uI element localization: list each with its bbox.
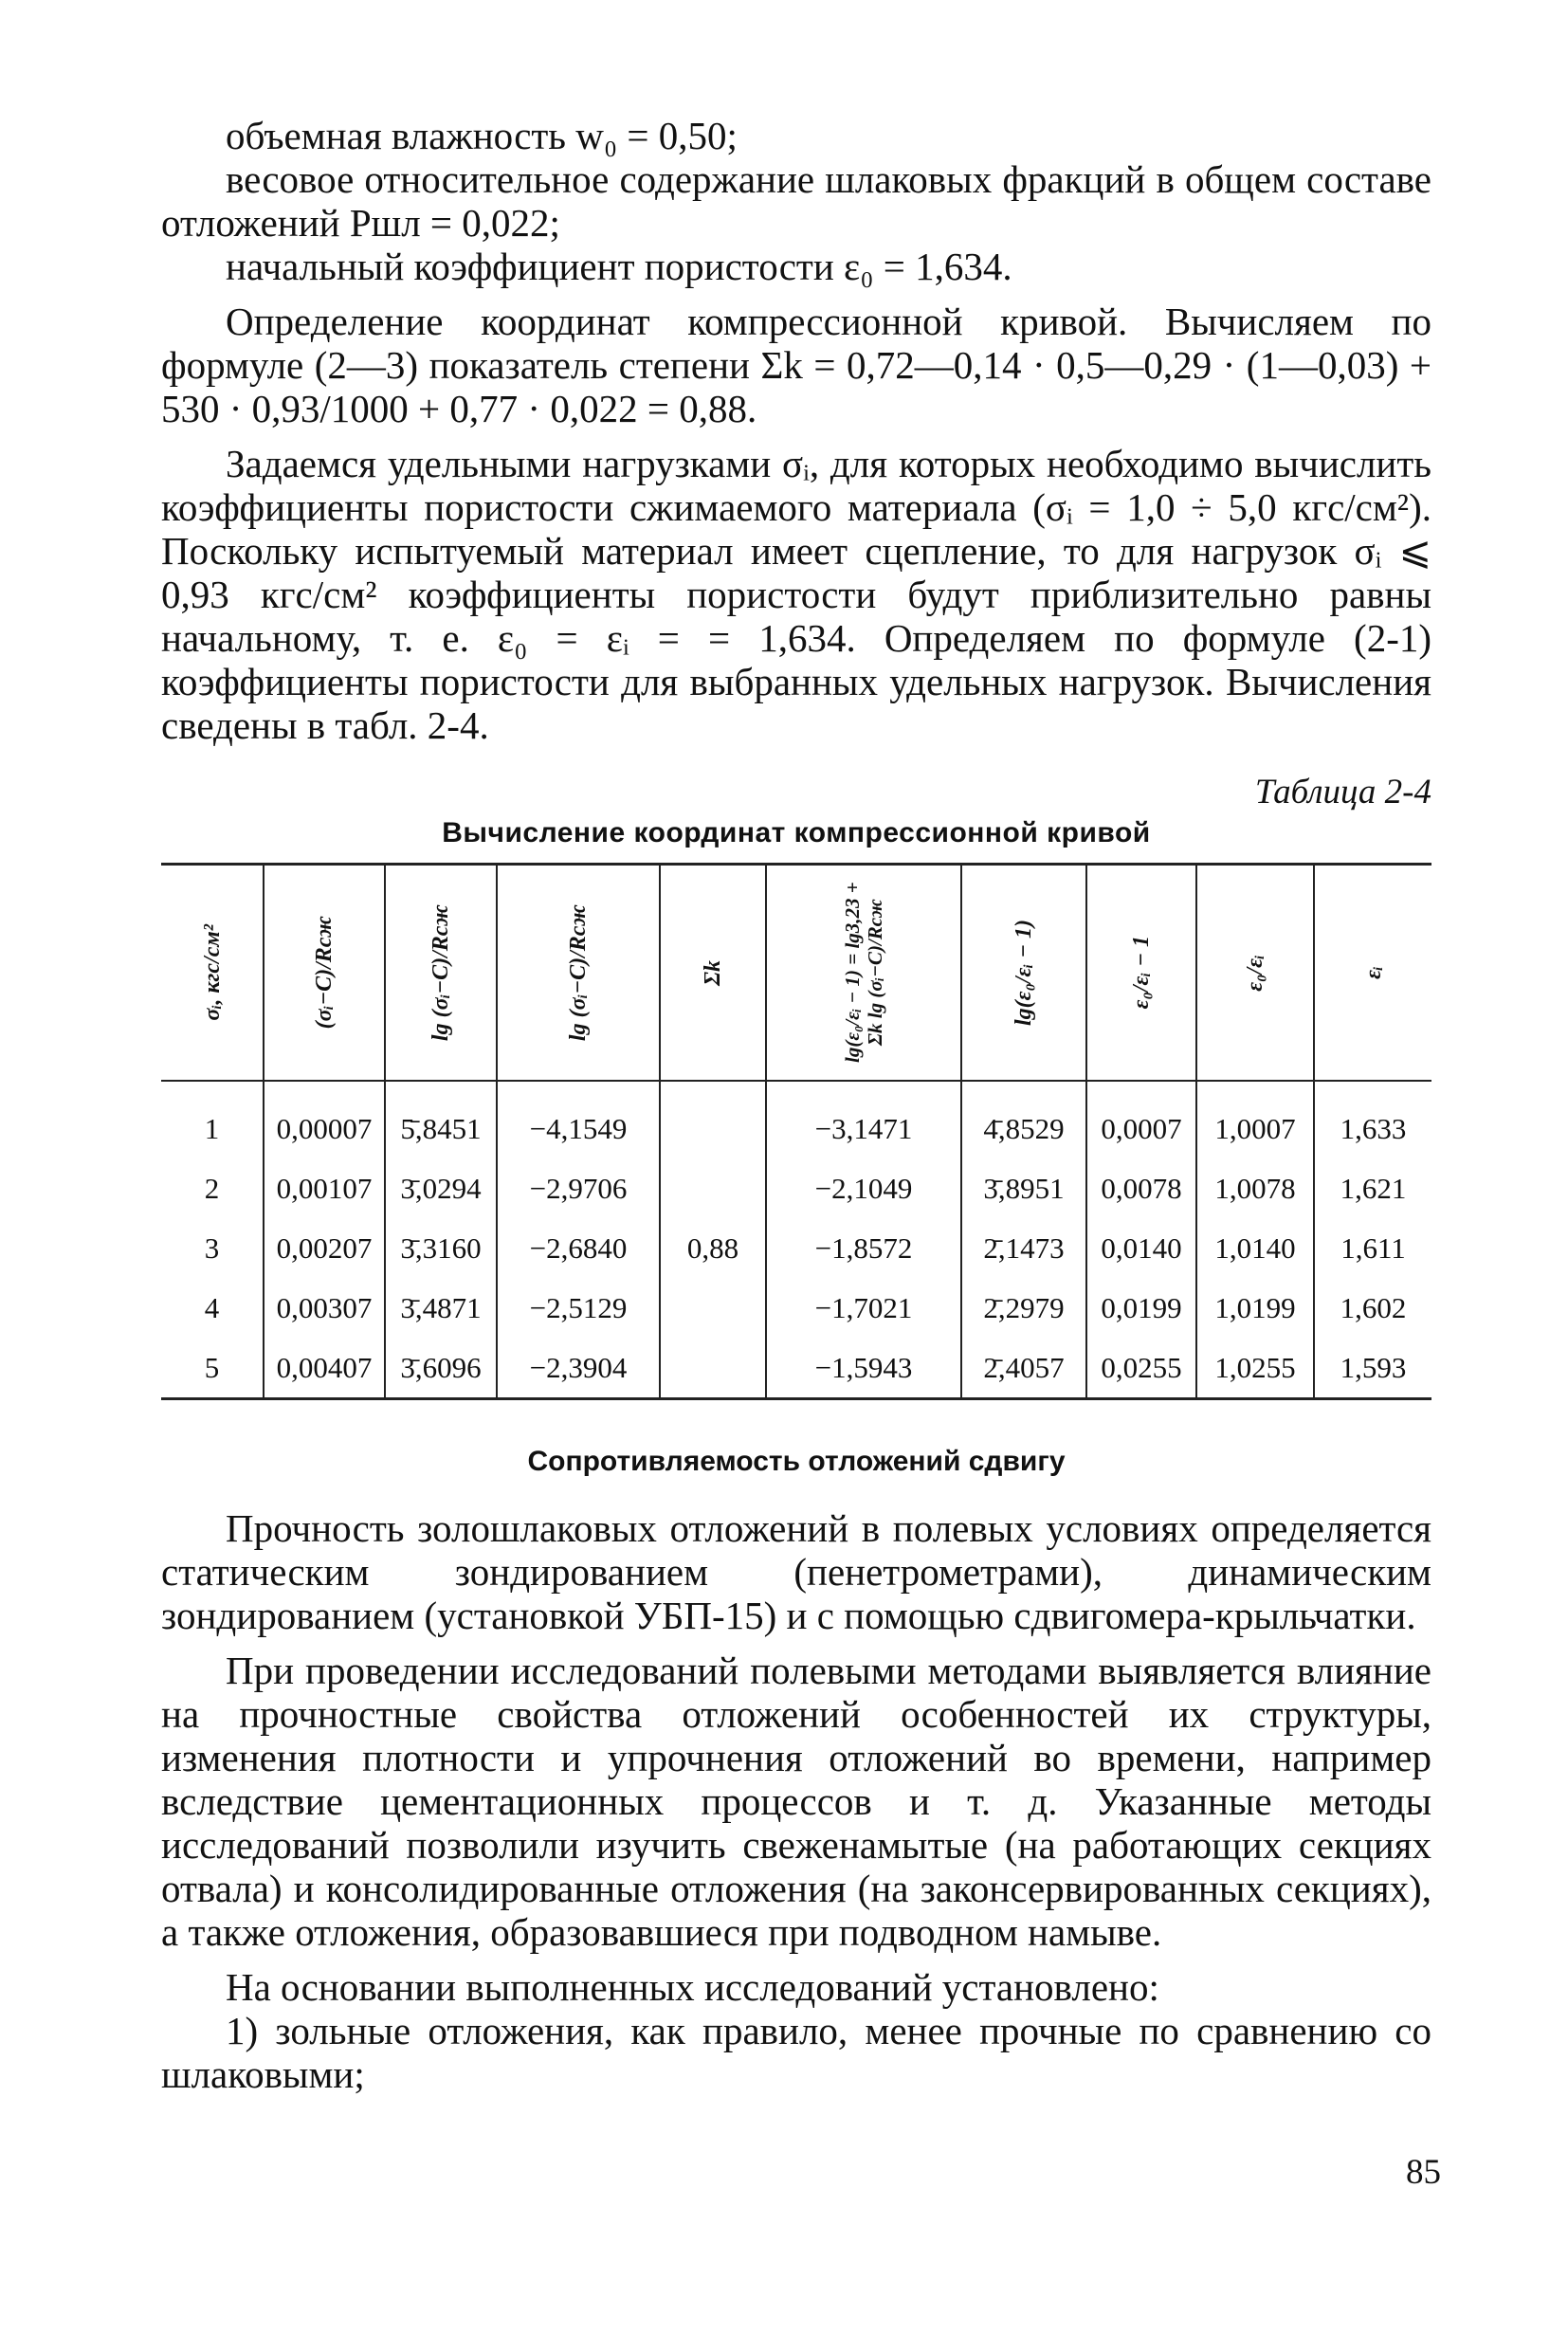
table-cell: −2,9706 [497, 1158, 660, 1218]
table-cell: −2,6840 [497, 1218, 660, 1278]
table-cell: 4 [161, 1278, 264, 1338]
calculation-table [161, 863, 1431, 1400]
table-cell: 1,0199 [1196, 1278, 1314, 1338]
column-header: lg (σᵢ−C)/Rсж [385, 865, 497, 1082]
paragraph: 1) зольные отложения, как правило, менее прочные по сравнению со шлаковыми; [161, 2009, 1431, 2096]
table-cell: 3̄,3160 [385, 1218, 497, 1278]
table-cell: 0,0199 [1086, 1278, 1196, 1338]
table-cell [660, 1158, 766, 1218]
column-header: lg (σᵢ−C)/Rсж [497, 865, 660, 1082]
table-cell: 3̄,4871 [385, 1278, 497, 1338]
table-cell: −1,8572 [766, 1218, 961, 1278]
column-header: lg(ε₀/εᵢ − 1) [961, 865, 1086, 1082]
table-cell: −1,5943 [766, 1338, 961, 1399]
column-header: σᵢ, кгс/см² [161, 865, 264, 1082]
table-cell: 1,0007 [1196, 1081, 1314, 1158]
paragraph: весовое относительное содержание шлаковых фракций в общем составе отложений Pшл = 0,022; [161, 157, 1431, 245]
paragraph: объемная влажность w₀ = 0,50; [226, 114, 738, 157]
table-cell [660, 1278, 766, 1338]
paragraph: При проведении исследований полевыми методами выявляется влияние на прочностные свойства отложений особенностей их структуры, изменения плотности и упрочнения отложений во времени, например вследствие цементационных процессов и т. д. Указанные методы исследований позволили изучить свеженамытые (на работающих секциях отвала) и консолидированные отложения (на законсервированных секциях), а также отложения, образовавшиеся при подводном намыве. [161, 1649, 1431, 1954]
paragraph: Определение координат компрессионной кривой. Вычисляем по формуле (2—3) показатель степени Σk = 0,72—0,14 · 0,5—0,29 · (1—0,03) + 530 · 0,93/1000 + 0,77 · 0,022 = 0,88. [161, 300, 1431, 430]
column-header: (σᵢ−C)/Rсж [264, 865, 385, 1082]
paragraph: Задаемся удельными нагрузками σᵢ, для которых необходимо вычислить коэффициенты пористости сжимаемого материала (σᵢ = 1,0 ÷ 5,0 кгс/см²). Поскольку испытуемый материал имеет сцепление, то для нагрузок σᵢ ⩽ 0,93 кгс/см² коэффициенты пористости будут приблизительно равны начальному, т. е. ε₀ = εᵢ = = 1,634. Определяем по формуле (2-1) коэффициенты пористости для выбранных удельных нагрузок. Вычисления сведены в табл. 2-4. [161, 442, 1431, 747]
table-cell: 4̄,8529 [961, 1081, 1086, 1158]
table-cell: 1,0078 [1196, 1158, 1314, 1218]
table-cell: 2̄,2979 [961, 1278, 1086, 1338]
paragraph: Прочность золошлаковых отложений в полевых условиях определяется статическим зондированием (пенетрометрами), динамическим зондированием (установкой УБП-15) и с помощью сдвигомера-крыльчатки. [161, 1506, 1431, 1637]
page-content [161, 114, 1431, 2096]
table-cell: 3̄,6096 [385, 1338, 497, 1399]
table-cell [660, 1081, 766, 1158]
table-cell: −2,5129 [497, 1278, 660, 1338]
table-row [161, 1218, 1431, 1278]
table-cell: 0,00007 [264, 1081, 385, 1158]
table-cell [660, 1338, 766, 1399]
column-header: ε₀/εᵢ − 1 [1086, 865, 1196, 1082]
table-title: Вычисление координат компрессионной кривой [442, 817, 1151, 848]
table-cell: 1,621 [1314, 1158, 1431, 1218]
table-cell: 5 [161, 1338, 264, 1399]
table-cell: 0,00107 [264, 1158, 385, 1218]
table-row [161, 1081, 1431, 1158]
table-cell: −4,1549 [497, 1081, 660, 1158]
table-cell: 3̄,8951 [961, 1158, 1086, 1218]
table-cell: 1,633 [1314, 1081, 1431, 1158]
table-cell: 0,00307 [264, 1278, 385, 1338]
table-cell: 0,0078 [1086, 1158, 1196, 1218]
table-cell: 1,593 [1314, 1338, 1431, 1399]
paragraph: начальный коэффициент пористости ε₀ = 1,634. [226, 245, 1012, 288]
column-header: lg(ε₀/εᵢ − 1) = lg3,23 + Σk lg (σᵢ−C)/Rсж [766, 865, 961, 1082]
table-cell: 2̄,1473 [961, 1218, 1086, 1278]
table-cell: 0,0255 [1086, 1338, 1196, 1399]
table-cell: 0,0140 [1086, 1218, 1196, 1278]
table-cell: 1,0255 [1196, 1338, 1314, 1399]
column-header: εᵢ [1314, 865, 1431, 1082]
table-row [161, 1158, 1431, 1218]
table-cell: 3̄,0294 [385, 1158, 497, 1218]
column-header: Σk [660, 865, 766, 1082]
table-cell: 1 [161, 1081, 264, 1158]
table-cell: 5̄,8451 [385, 1081, 497, 1158]
table-cell: 1,0140 [1196, 1218, 1314, 1278]
paragraph: На основании выполненных исследований установлено: [226, 1965, 1159, 2009]
table-cell: −3,1471 [766, 1081, 961, 1158]
table-cell: 0,0007 [1086, 1081, 1196, 1158]
table-cell: 0,00207 [264, 1218, 385, 1278]
table-row [161, 1278, 1431, 1338]
page-number: 85 [1406, 2153, 1441, 2192]
table-caption: Таблица 2-4 [1254, 773, 1431, 811]
section-heading: Сопротивляемость отложений сдвигу [527, 1446, 1066, 1477]
table-cell: 2̄,4057 [961, 1338, 1086, 1399]
table-cell: 0,88 [660, 1218, 766, 1278]
table-cell: −1,7021 [766, 1278, 961, 1338]
table-cell: −2,3904 [497, 1338, 660, 1399]
table-cell: 2 [161, 1158, 264, 1218]
table-header-row [161, 865, 1431, 1082]
table-cell: 1,602 [1314, 1278, 1431, 1338]
table-row [161, 1338, 1431, 1399]
table-cell: 0,00407 [264, 1338, 385, 1399]
table-cell: 3 [161, 1218, 264, 1278]
table-cell: −2,1049 [766, 1158, 961, 1218]
column-header: ε₀/εᵢ [1196, 865, 1314, 1082]
table-cell: 1,611 [1314, 1218, 1431, 1278]
